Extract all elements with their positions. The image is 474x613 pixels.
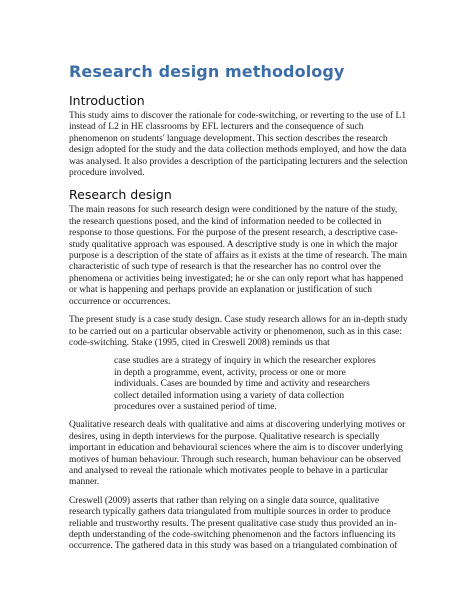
section-heading-introduction: Introduction [69, 93, 145, 108]
paragraph-research-design-2: The present study is a case study design. Case study research allows for an in-depth study to be carried out on a particular observable activity or phenomenon, such as in this case: code-switching. Stake (1995, cited in Creswell 2008) reminds us that [69, 315, 408, 348]
document-body [69, 93, 409, 560]
document-title: Research design methodology [69, 62, 345, 81]
paragraph-research-design-4: Creswell (2009) asserts that rather than relying on a single data source, qualitative research typically gathers data triangulated from multiple sources in order to produce reliable and trustworthy results. The present qualitative case study thus provided an in-depth understanding of the code-switching phenomenon and the factors influencing its occurrence. The gathered data in this study was based on a triangulated combination of [69, 495, 398, 552]
paragraph-introduction: This study aims to discover the rationale for code-switching, or reverting to the use of L1 instead of L2 in HE classrooms by EFL lecturers and the consequence of such phenomenon on students' language development. This section describes the research design adopted for the study and the data collection methods employed, and how the data was analysed. It also provides a description of the participating lecturers and the selection procedure involved. [69, 111, 408, 179]
section-introduction [69, 93, 409, 179]
paragraph-research-design-1: The main reasons for such research design were conditioned by the nature of the study, the research questions posed, and the kind of information needed to be collected in response to those questions. For the purpose of the present research, a descriptive case-study qualitative approach was espoused. A descriptive study is one in which the major purpose is a description of the state of affairs as it exists at the time of research. The main characteristic of such type of research is that the researcher has no control over the phenomena or activities being investigated; he or she can only report what has happened or what is happening and perhaps provide an explanation or justification of such occurrence or occurrences. [69, 205, 407, 307]
block-quote: case studies are a strategy of inquiry in which the researcher explores in depth a programme, event, activity, process or one or more individuals. Cases are bounded by time and activity and researchers collect detailed information using a variety of data collection procedures over a sustained period of time. [114, 356, 376, 412]
paragraph-research-design-3: Qualitative research deals with qualitative and aims at discovering underlying motives or desires, using in depth interviews for the purpose. Qualitative research is specially important in education and behavioural sciences where the aim is to discover underlying motives of human behaviour. Through such research, human behaviour can be observed and analysed to reveal the rationale which motivates people to behave in a particular manner. [69, 420, 406, 488]
section-heading-research-design: Research design [69, 187, 172, 203]
section-research-design [69, 187, 409, 552]
